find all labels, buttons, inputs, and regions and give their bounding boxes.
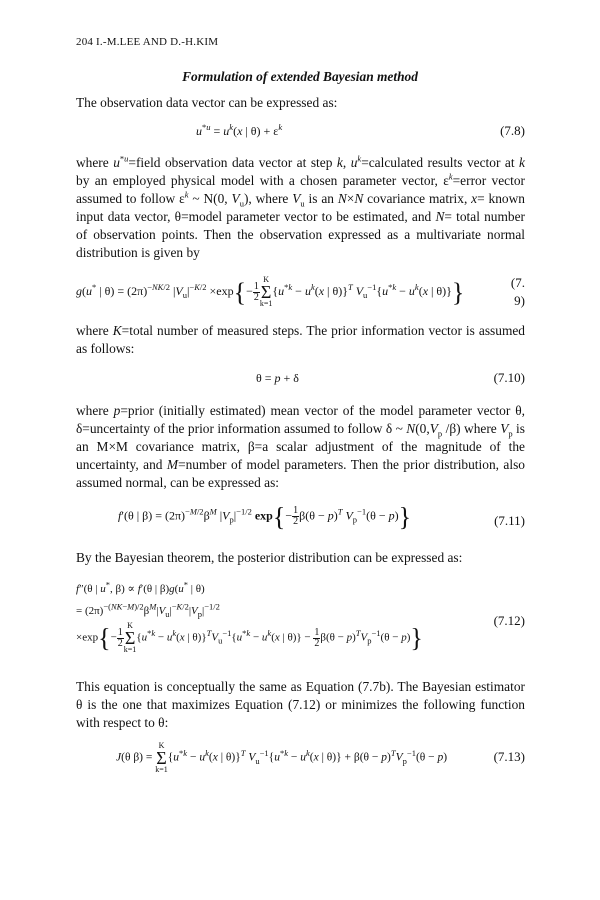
equation-7-10-number: (7.10) xyxy=(493,370,525,385)
equation-7-9 xyxy=(76,272,525,312)
paragraph-prior-definitions: where p=prior (initially estimated) mean vector of the model parameter vector θ, δ=uncertainty of the prior information assumed to follow δ ~ $N(0,V_p$ /β) where $V_p$ is an M×M covariance matrix, β=a scalar adjustment of the magnitude of the uncertainty, and M=number of model parameters. Then the prior distribution, also assumed normal, can be expressed as: xyxy=(76,403,525,490)
running-header: 204 I.-M.LEE AND D.-H.KIM xyxy=(76,36,219,48)
equation-7-9-number: (7. 9) xyxy=(510,275,525,308)
equation-7-12-number: (7.12) xyxy=(493,613,525,628)
equation-7-13 xyxy=(76,742,525,776)
paragraph-observation-definitions: where $u^{*u}=field$ observation data vector at step k, $u^k=calculated$ results vector at k by an employed physical model with a chosen parameter vector, $\varepsilon^k=error$ vector assumed to follow $\varepsilon^k$ ~ N(0, $V_u$), where $V_u$ is an N×N covariance matrix, x= known input data vector, θ=model parameter vector to be estimated, and N= total number of observation points. Then the observation expressed as a multivariate normal distribution is given by xyxy=(76,153,526,260)
equation-7-11-number: (7.11) xyxy=(494,513,525,528)
equation-7-8 xyxy=(76,122,525,148)
equation-7-13-number: (7.13) xyxy=(493,749,525,764)
equation-7-8-body: $u^{*u} = u^k(x$ | $\theta) + \varepsilon^k$ xyxy=(196,122,283,138)
equation-7-12-body: f″(θ | u*, β) ∝ f′(θ | β)g(u* | θ) = $(2\pi)^{-(NK-M)/2}\beta^M|V_u|^{-K/2}|V_p|^{-1/2}$ ×exp{− $\frac{1}{2}$ K Σ $k=1\{u^{*k} - u^k(x$ | $\theta)\}^TV_u^{-1}\{u^{*k} - u^k(x$ | θ)} − $\frac{1}{2}$ $\beta(\theta - p)^TV_p^{-1}(\theta - p)$} xyxy=(76,579,423,654)
paragraph-posterior-intro: By the Bayesian theorem, the posterior distribution can be expressed as: xyxy=(76,550,463,565)
equation-7-12 xyxy=(76,578,525,668)
equation-7-13-body: J(θ β) = K Σ $k=1\{u^{*k} - u^k(x$ | θ)}$^T$ $V_u^{-1}\{u^{*k} - u^k(x$ | $\theta)\} + \beta(\theta - p)^TV_p^{-1}(\theta - p)$ xyxy=(116,741,448,774)
equation-7-11-body: f′(θ | $\beta) = (2\pi)^{-M/2}\beta^M$ $|V_p|^{-1/2}$ exp{− $\frac{1}{2}$ $\beta(\theta - p)^T$ $V_p^{-1}(\theta - p)$} xyxy=(118,502,412,532)
equation-7-9-body: g(u* | $\theta) = (2\pi)^{-NK/2}$ $|V_u|^{-K/2} \times\exp\{-$ $\frac{1}{2}$ K Σ $k=1\{u^{*k} - u^k(x$ | θ)}$^T$ $V_u^{-1}\{u^{*k} - u^k(x$ | θ)}} xyxy=(76,275,465,308)
paragraph-prior-intro: where K=total number of measured steps. The prior information vector is assumed as follows: xyxy=(76,323,525,356)
equation-7-10 xyxy=(76,369,525,395)
paragraph-bayesian-estimator: This equation is conceptually the same as Equation (7.7b). The Bayesian estimator θ is the one that maximizes Equation (7.12) or minimizes the following function with respect to θ: xyxy=(76,679,525,730)
equation-7-8-number: (7.8) xyxy=(500,123,525,138)
paragraph-observation-intro: The observation data vector can be expressed as: xyxy=(76,95,338,110)
section-title: Formulation of extended Bayesian method xyxy=(182,69,418,84)
equation-7-11 xyxy=(76,504,525,538)
equation-7-10-body: θ = p + δ xyxy=(256,371,299,385)
